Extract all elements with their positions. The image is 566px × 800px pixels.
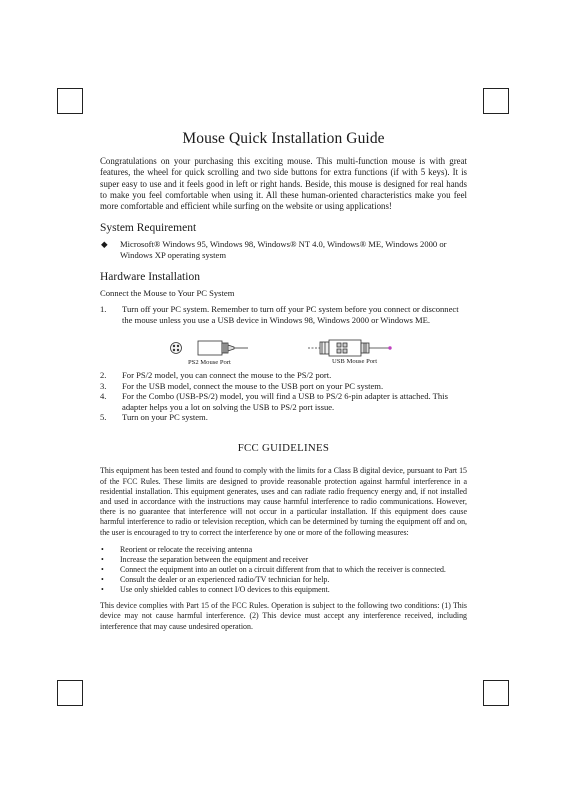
list-item	[100, 575, 467, 585]
list-item-text: Use only shielded cables to connect I/O devices to this equipment.	[120, 585, 330, 595]
list-item-text: Connect the equipment into an outlet on a circuit different from that to which the receiver is connected.	[120, 564, 446, 574]
port-illustration	[100, 328, 467, 368]
installation-steps-list	[100, 304, 467, 325]
list-item-text: Increase the separation between the equipment and receiver	[120, 554, 309, 564]
ps2-connector-icon	[171, 341, 249, 355]
list-item-text: Reorient or relocate the receiving antenna	[120, 544, 253, 554]
fcc-heading: FCC GUIDELINES	[237, 442, 330, 455]
list-item	[100, 391, 467, 412]
list-item	[100, 370, 467, 380]
bullet-icon: •	[101, 554, 104, 564]
page-title: Mouse Quick Installation Guide	[182, 130, 385, 147]
list-item	[100, 381, 467, 391]
list-item	[100, 304, 467, 325]
list-item	[100, 565, 467, 575]
bullet-icon: •	[101, 564, 104, 574]
system-requirement-list	[100, 239, 467, 261]
installation-steps-list-continued	[100, 370, 467, 422]
step-text: For PS/2 model, you can connect the mouse to the PS/2 port.	[122, 370, 332, 381]
usb-connector-icon	[308, 340, 391, 356]
list-item	[100, 555, 467, 565]
corner-mark-top-left	[57, 88, 83, 114]
diamond-bullet-icon: ◆	[101, 239, 108, 250]
corner-mark-top-right	[483, 88, 509, 114]
intro-paragraph: Congratulations on your purchasing this exciting mouse. This multi-function mouse is with great features, the wheel for quick scrolling and two side buttons for extra functions (if with 5 keys). It is super easy to use and it feels good in left or right hands. Beside, this mouse is designed for real hands to make you feel comfortable when using it. All these human-oriented characteristics make you feel more comfortable and efficient while surfing on the website or using applications!	[100, 156, 467, 212]
list-item	[100, 412, 467, 422]
document-body	[100, 130, 467, 632]
bullet-icon: •	[101, 544, 104, 554]
step-text: For the Combo (USB-PS/2) model, you will find a USB to PS/2 6-pin adapter is attached. This adapter helps you a lot on solving the USB to PS/2 port issue.	[122, 391, 448, 412]
fcc-measures-list	[100, 545, 467, 595]
step-text: Turn off your PC system. Remember to turn off your PC system before you connect or disconnect the mouse unless you use a USB device in Windows 98, Windows 2000 or Windows ME.	[122, 304, 459, 325]
step-number: 3.	[100, 380, 107, 391]
ps2-port-label: PS2 Mouse Port	[188, 359, 231, 367]
step-number: 5.	[100, 411, 107, 422]
step-number: 1.	[100, 304, 107, 315]
corner-mark-bottom-left	[57, 680, 83, 706]
list-item	[100, 585, 467, 595]
step-text: For the USB model, connect the mouse to the USB port on your PC system.	[122, 380, 384, 391]
step-number: 2.	[100, 370, 107, 381]
list-item	[100, 239, 467, 261]
list-item-text: Microsoft® Windows 95, Windows 98, Windows® NT 4.0, Windows® ME, Windows 2000 or Windows XP operating system	[120, 239, 447, 261]
step-text: Turn on your PC system.	[122, 411, 208, 422]
port-connectors-figure	[100, 328, 467, 368]
list-item-text: Consult the dealer or an experienced radio/TV technician for help.	[120, 575, 330, 585]
list-item	[100, 545, 467, 555]
fcc-paragraph-1: This equipment has been tested and found to comply with the limits for a Class B digital device, pursuant to Part 15 of the FCC Rules. These limits are designed to provide reasonable protection against harmful interference in a residential installation. This equipment generates, uses and can radiate radio frequency energy and, if not installed and used in accordance with the instructions may cause harmful interference to radio communications. However, there is no guarantee that interference will not occur in a particular installation. If this equipment does cause harmful interference to radio or television reception, which can be determined by turning the equipment off and on, the user is encouraged to try to correct the interference by one or more of the following measures:	[100, 466, 467, 537]
usb-port-label: USB Mouse Port	[332, 358, 378, 366]
bullet-icon: •	[101, 575, 104, 585]
bullet-icon: •	[101, 585, 104, 595]
system-requirement-heading: System Requirement	[100, 222, 197, 235]
hardware-installation-heading: Hardware Installation	[100, 271, 200, 284]
corner-mark-bottom-right	[483, 680, 509, 706]
hardware-installation-subheading: Connect the Mouse to Your PC System	[100, 288, 235, 299]
fcc-paragraph-2: This device complies with Part 15 of the FCC Rules. Operation is subject to the following two conditions: (1) This device may not cause harmful interference. (2) This device must accept any interference received, including interference that may cause undesired operation.	[100, 601, 467, 631]
step-number: 4.	[100, 391, 107, 402]
